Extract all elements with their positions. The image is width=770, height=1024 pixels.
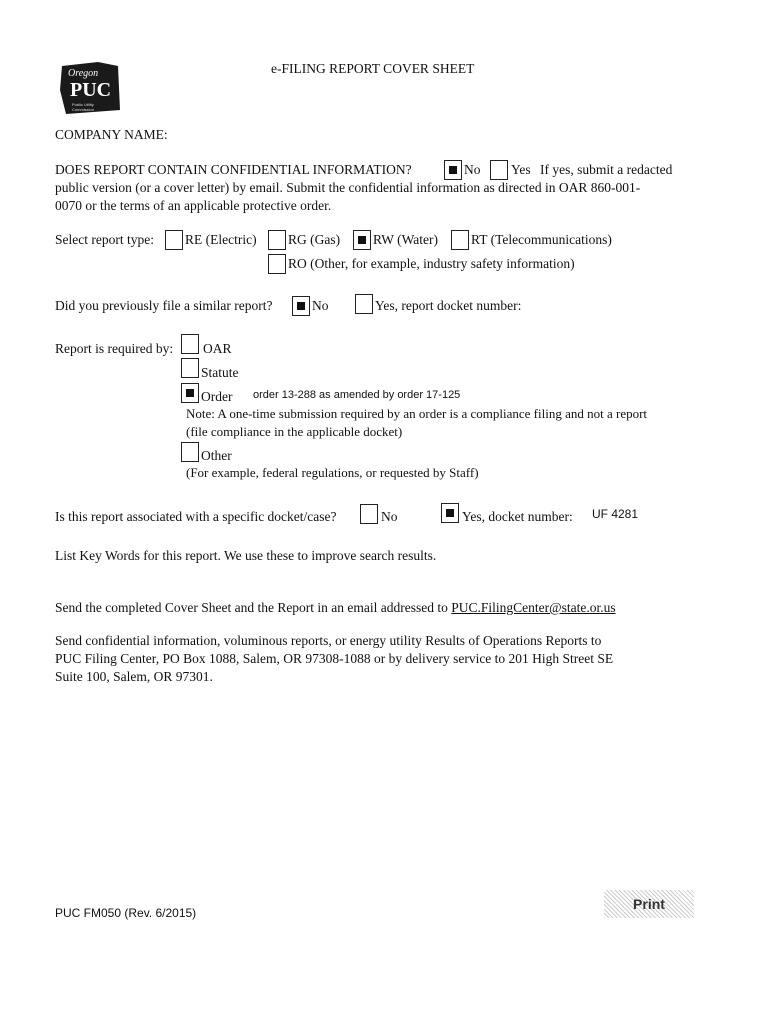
- docket-number-field[interactable]: UF 4281: [592, 507, 639, 521]
- confidential-yes-text: If yes, submit a redacted: [540, 162, 673, 177]
- mail-instructions-line1: Send confidential information, voluminous reports, or energy utility Results of Operations Reports to: [55, 633, 602, 648]
- required-oar-label: OAR: [203, 341, 232, 356]
- filing-center-email-link[interactable]: PUC.FilingCenter@state.or.us: [451, 600, 616, 615]
- previous-yes-checkbox[interactable]: [355, 294, 373, 314]
- docket-yes-checkbox[interactable]: [441, 503, 459, 523]
- svg-text:Commission: Commission: [72, 107, 95, 112]
- form-number-footer: PUC FM050 (Rev. 6/2015): [55, 906, 197, 920]
- company-name-label: COMPANY NAME:: [55, 127, 168, 142]
- report-type-rw-checkbox[interactable]: [353, 230, 371, 250]
- confidential-instructions-line2: public version (or a cover letter) by email. Submit the confidential information as directed in OAR 860-001-: [55, 180, 641, 195]
- report-type-ro-label: RO (Other, for example, industry safety information): [288, 256, 575, 271]
- report-type-re-checkbox[interactable]: [165, 230, 183, 250]
- docket-no-checkbox[interactable]: [360, 504, 378, 524]
- required-order-label: Order: [201, 389, 233, 404]
- mail-instructions-line3: Suite 100, Salem, OR 97301.: [55, 669, 213, 684]
- confidential-yes-label: Yes: [511, 162, 531, 177]
- docket-question: Is this report associated with a specific docket/case?: [55, 509, 337, 524]
- report-type-re-label: RE (Electric): [185, 232, 257, 247]
- previous-yes-label: Yes, report docket number:: [375, 298, 522, 313]
- svg-text:Oregon: Oregon: [68, 68, 99, 79]
- mail-instructions-line2: PUC Filing Center, PO Box 1088, Salem, OR 97308-1088 or by delivery service to 201 High Street SE: [55, 651, 614, 666]
- required-order-checkbox[interactable]: [181, 383, 199, 403]
- order-note-line2: (file compliance in the applicable docket): [186, 424, 403, 439]
- previous-report-question: Did you previously file a similar report?: [55, 298, 273, 313]
- page-title: e-FILING REPORT COVER SHEET: [271, 61, 475, 76]
- keywords-label: List Key Words for this report. We use these to improve search results.: [55, 548, 437, 563]
- report-type-rt-checkbox[interactable]: [451, 230, 469, 250]
- report-type-ro-checkbox[interactable]: [268, 254, 286, 274]
- send-instructions: [55, 600, 616, 616]
- docket-yes-label: Yes, docket number:: [462, 509, 573, 524]
- report-type-rg-checkbox[interactable]: [268, 230, 286, 250]
- required-by-label: Report is required by:: [55, 341, 174, 356]
- confidential-instructions-line3: 0070 or the terms of an applicable protective order.: [55, 198, 332, 213]
- required-oar-checkbox[interactable]: [181, 334, 199, 354]
- oregon-puc-logo: [58, 60, 122, 116]
- other-note: (For example, federal regulations, or requested by Staff): [186, 465, 479, 480]
- send-text: Send the completed Cover Sheet and the Report in an email addressed to: [55, 600, 448, 615]
- confidential-no-checkbox[interactable]: [444, 160, 462, 180]
- report-type-rt-label: RT (Telecommunications): [471, 232, 612, 247]
- required-statute-label: Statute: [201, 365, 239, 380]
- svg-text:Public Utility: Public Utility: [72, 102, 94, 107]
- previous-no-checkbox[interactable]: [292, 296, 310, 316]
- previous-no-label: No: [312, 298, 329, 313]
- required-other-checkbox[interactable]: [181, 442, 199, 462]
- order-note-line1: Note: A one-time submission required by an order is a compliance filing and not a report: [186, 406, 648, 421]
- print-button[interactable]: Print: [604, 890, 694, 918]
- confidential-yes-checkbox[interactable]: [490, 160, 508, 180]
- report-type-rw-label: RW (Water): [373, 232, 439, 247]
- confidential-no-label: No: [464, 162, 481, 177]
- order-number-field[interactable]: order 13-288 as amended by order 17-125: [253, 389, 461, 401]
- required-statute-checkbox[interactable]: [181, 358, 199, 378]
- confidential-question: DOES REPORT CONTAIN CONFIDENTIAL INFORMATION?: [55, 162, 412, 177]
- report-type-label: Select report type:: [55, 232, 154, 247]
- svg-text:PUC: PUC: [70, 79, 112, 101]
- report-type-rg-label: RG (Gas): [288, 232, 341, 247]
- required-other-label: Other: [201, 448, 232, 463]
- docket-no-label: No: [381, 509, 398, 524]
